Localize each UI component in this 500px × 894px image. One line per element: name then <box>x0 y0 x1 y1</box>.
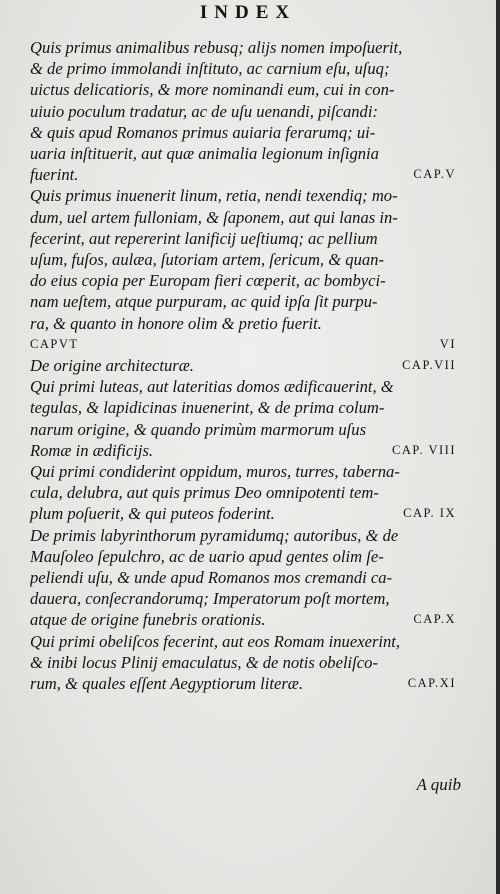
entry-line: uſum, fuſos, aulæa, ſutoriam artem, ſericum, & quan- <box>30 250 384 270</box>
entry-line: fecerint, aut repererint lanificij ueſtiumq; ac pellium <box>30 228 378 248</box>
entry-last-line <box>30 440 466 461</box>
index-entry <box>30 37 466 185</box>
entry-line: cula, delubra, aut quis primus Deo omnipotenti tem- <box>30 483 379 503</box>
chapter-number: CAP. VIII <box>392 442 456 457</box>
index-entry <box>30 631 466 695</box>
entry-line: Qui primi obeliſcos fecerint, aut eos Romam inuexerint, <box>30 631 401 651</box>
entry-line: Qui primi luteas, aut lateritias domos ædificauerint, & <box>30 377 394 397</box>
chapter-number: CAP.X <box>413 612 456 627</box>
chapter-number: CAP. IX <box>403 506 456 521</box>
entry-line: dauera, conſecrandorumq; Imperatorum poſt mortem, <box>30 589 390 609</box>
caput-heading <box>30 334 466 355</box>
entry-line: plum poſuerit, & qui puteos foderint. <box>30 504 275 524</box>
entry-line: uaria inſtituerit, aut quæ animalia legionum inſignia <box>30 144 379 164</box>
index-entry <box>30 461 466 525</box>
page-header: INDEX <box>199 2 297 23</box>
catchword: A quib <box>416 775 461 794</box>
entry-line: De primis labyrinthorum pyramidumq; autoribus, & de <box>30 525 399 545</box>
entry-last-line <box>30 609 466 630</box>
index-body <box>30 37 466 694</box>
entry-line: nam ueſtem, atque purpuram, ac quid ipſa ſit purpu- <box>30 292 378 312</box>
entry-line: ra, & quanto in honore olim & pretio fuerit. <box>30 313 322 333</box>
entry-line: uiuio poculum tradatur, ac de uſu uenandi, piſcandi: <box>30 101 378 121</box>
entry-last-line <box>30 673 466 694</box>
entry-line: uictus delicatioris, & more nominandi eum, cui in con- <box>30 80 395 100</box>
entry-line: fuerint. <box>30 165 79 185</box>
entry-line: Mauſoleo ſepulchro, ac de uario apud gentes olim ſe- <box>30 546 384 566</box>
chapter-number: CAP.V <box>413 167 456 182</box>
entry-line: narum origine, & quando primùm marmorum uſus <box>30 419 367 439</box>
entry-line: do eius copia per Europam fieri cœperit, ac bombyci- <box>30 271 386 291</box>
entry-last-line <box>30 503 466 524</box>
entry-line: peliendi uſu, & unde apud Romanos mos cremandi ca- <box>30 568 393 588</box>
entry-line: atque de origine funebris orationis. <box>30 610 266 630</box>
entry-line: Romæ in ædificijs. <box>30 440 154 460</box>
entry-line: dum, uel artem fulloniam, & ſaponem, aut qui lanas in- <box>30 207 398 227</box>
entry-last-line <box>30 355 466 376</box>
entry-line: & de primo immolandi inſtituto, ac carnium eſu, uſuq; <box>30 59 390 79</box>
chapter-number: CAP.XI <box>407 676 456 691</box>
entry-line: tegulas, & lapidicinas inuenerint, & de prima colum- <box>30 398 385 418</box>
entry-line: Qui primi condiderint oppidum, muros, turres, taberna- <box>30 462 400 482</box>
entry-last-line <box>30 164 466 185</box>
index-entry <box>30 355 466 376</box>
index-entry <box>30 185 466 333</box>
entry-line: & quis apud Romanos primus auiaria ferarumq; ui- <box>30 122 376 142</box>
chapter-number: CAP.VII <box>402 358 456 373</box>
caput-label: CAPVT <box>30 336 79 351</box>
caput-number: VI <box>439 336 456 351</box>
index-entry <box>30 376 466 461</box>
entry-line: De origine architecturæ. <box>30 356 194 376</box>
index-entry <box>30 525 466 631</box>
entry-line: & inibi locus Plinij emaculatus, & de notis obeliſco- <box>30 652 378 672</box>
entry-line: Quis primus animalibus rebusq; alijs nomen impoſuerit, <box>30 38 403 57</box>
entry-line: Quis primus inuenerit linum, retia, nendi texendiq; mo- <box>30 186 398 206</box>
entry-line: rum, & quales eſſent Aegyptiorum literæ. <box>30 674 304 694</box>
